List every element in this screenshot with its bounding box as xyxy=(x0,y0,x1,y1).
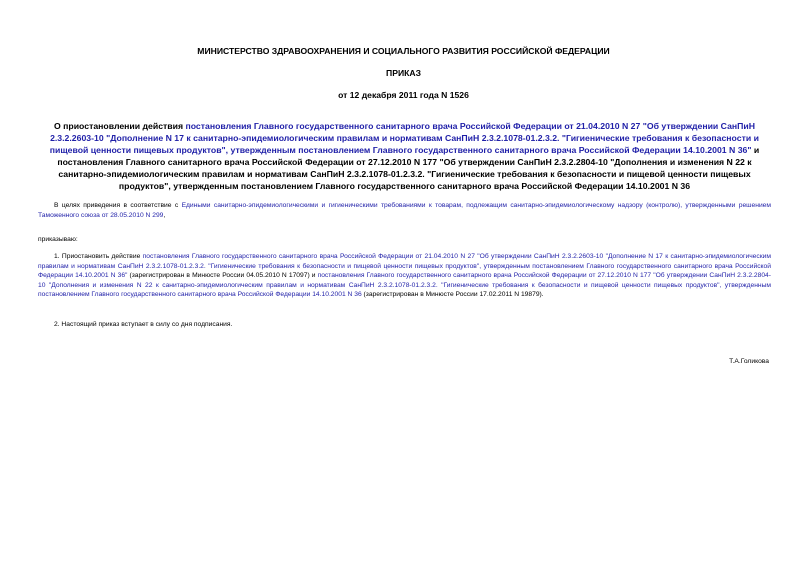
ministry-heading: МИНИСТЕРСТВО ЗДРАВООХРАНЕНИЯ И СОЦИАЛЬНОГО РАЗВИТИЯ РОССИЙСКОЙ ФЕДЕРАЦИИ xyxy=(197,46,610,56)
item-1-link-resolution-177[interactable]: постановления Главного государственного санитарного врача Российской Федерации от 27.12.2010 N 177 "Об утверждении СанПиН 2.3.2.2804-10 "Дополнения и изменения N 22 к санитарно-эпидемиологическим правилам и нормативам СанПиН 2.3.2.1078-01.2.3.2. "Гигиенические требования к безопасности и пищевой ценности пищевых продуктов", утвержденным постановлением Главного государственного санитарного врача Российской Федерации 14.10.2001 N 36 xyxy=(38,272,771,299)
item-1-middle: (зарегистрирован в Минюсте России 04.05.2010 N 17097) и xyxy=(127,272,318,280)
subject-link-resolution-27[interactable]: постановления Главного государственного санитарного врача Российской Федерации от 21.04.2010 N 27 "Об утверждении СанПиН 2.3.2.2603-10 "Дополнение N 17 к санитарно-эпидемиологическим правилам и нормативам СанПиН 2.3.2.1078-01.2.3.2. "Гигиенические требования к безопасности и пищевой ценности пищевых продуктов", утвержденным постановлением Главного государственного санитарного врача Российской Федерации 14.10.2001 N 36" xyxy=(49,121,759,156)
intro-paragraph xyxy=(38,201,771,220)
subject-middle: и xyxy=(751,145,760,156)
item-1-paragraph xyxy=(38,252,771,300)
document-date-number: от 12 декабря 2011 года N 1526 xyxy=(338,90,469,100)
subject-resolution-177: постановления Главного санитарного врача Российской Федерации от 27.12.2010 N 177 "Об утверждении СанПиН 2.3.2.2804-10 "Дополнения и изменения N 22 к санитарно-эпидемиологическим правилам и нормативам СанПиН 2.3.2.1078-01.2.3.2. "Гигиенические требования к безопасности и пищевой ценности пищевых продуктов", утвержденным постановлением Главного государственного санитарного врача Российской Федерации 14.10.2001 N 36 xyxy=(57,157,752,192)
intro-prefix: В целях приведения в соответствие с xyxy=(54,202,182,209)
item-1-suffix: (зарегистрирован в Минюсте России 17.02.2011 N 19879). xyxy=(361,291,544,299)
intro-link-customs-union-requirements[interactable]: Едиными санитарно-эпидемиологическими и гигиеническими требованиями к товарам, подлежащим санитарно-эпидемиологическому надзору (контролю), утвержденными решением Таможенного союза от 28.05.2010 N 299 xyxy=(38,202,771,219)
subject-prefix: О приостановлении действия xyxy=(53,121,186,131)
item-1-link-resolution-27[interactable]: постановления Главного государственного санитарного врача Российской Федерации от 21.04.2010 N 27 "Об утверждении СанПиН 2.3.2.2603-10 "Дополнение N 17 к санитарно-эпидемиологическим правилам и нормативам СанПиН 2.3.2.1078-01.2.3.2. "Гигиенические требования к безопасности и пищевой ценности пищевых продуктов", утвержденным постановлением Главного государственного санитарного врача Российской Федерации 14.10.2001 N 36" xyxy=(38,253,772,280)
item-2-paragraph: 2. Настоящий приказ вступает в силу со дня подписания. xyxy=(54,321,233,328)
document-type-heading: ПРИКАЗ xyxy=(386,68,421,78)
intro-suffix: , xyxy=(163,211,166,219)
document-subject xyxy=(38,120,771,193)
order-word: приказываю: xyxy=(38,236,78,243)
signature: Т.А.Голикова xyxy=(729,358,769,365)
item-1-prefix: 1. Приостановить действие xyxy=(54,253,143,260)
